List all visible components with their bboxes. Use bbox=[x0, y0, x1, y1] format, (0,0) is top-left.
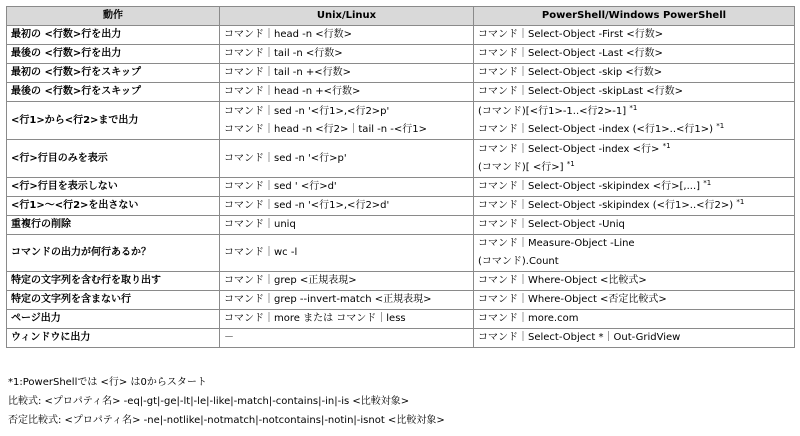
header-action: 動作 bbox=[7, 7, 220, 26]
note-line: 比較式: <プロパティ名> -eq|-gt|-ge|-lt|-le|-like|-match|-contains|-in|-is <比較対象> bbox=[8, 396, 410, 407]
command-text: コマンド｜Select-Object *｜Out-GridView bbox=[478, 332, 681, 343]
command-line bbox=[478, 121, 790, 139]
action-cell: 最初の <行数>行をスキップ bbox=[7, 64, 220, 83]
command-text: コマンド｜sed -n '<行1>,<行2>p' bbox=[224, 105, 390, 117]
unix-cell bbox=[220, 45, 474, 64]
command-text: コマンド｜Select-Object -Last <行数> bbox=[478, 48, 663, 59]
table-row bbox=[7, 178, 795, 197]
command-text: コマンド｜Select-Object -Uniq bbox=[478, 219, 625, 230]
command-text: コマンド｜Select-Object -skip <行数> bbox=[478, 67, 663, 78]
header-powershell: PowerShell/Windows PowerShell bbox=[474, 7, 795, 26]
command-line bbox=[224, 272, 469, 290]
table-row bbox=[7, 102, 795, 140]
command-line bbox=[478, 45, 790, 63]
command-text: コマンド｜uniq bbox=[224, 219, 296, 230]
powershell-cell bbox=[474, 329, 795, 348]
unix-cell bbox=[220, 178, 474, 197]
unix-cell bbox=[220, 291, 474, 310]
command-text: コマンド｜Measure-Object -Line bbox=[478, 238, 635, 249]
footnote-mark: *1 bbox=[629, 103, 638, 112]
command-line bbox=[478, 197, 790, 215]
command-line bbox=[478, 291, 790, 309]
command-text: コマンド｜grep <正規表現> bbox=[224, 275, 357, 286]
action-cell: コマンドの出力が何行あるか？ bbox=[7, 235, 220, 272]
table-row bbox=[7, 291, 795, 310]
action-cell: 重複行の削除 bbox=[7, 216, 220, 235]
command-text: － bbox=[224, 332, 234, 343]
unix-cell bbox=[220, 235, 474, 272]
powershell-cell bbox=[474, 178, 795, 197]
command-text: コマンド｜Select-Object -skipindex <行>[,...] bbox=[478, 181, 701, 192]
action-cell: 最後の <行数>行をスキップ bbox=[7, 83, 220, 102]
action-cell: 特定の文字列を含む行を取り出す bbox=[7, 272, 220, 291]
action-cell: 最後の <行数>行を出力 bbox=[7, 45, 220, 64]
command-line bbox=[478, 141, 790, 159]
command-text: コマンド｜Select-Object -First <行数> bbox=[478, 29, 664, 40]
command-text: コマンド｜Select-Object -index <行> bbox=[478, 143, 660, 155]
comparison-table bbox=[6, 6, 795, 348]
powershell-cell bbox=[474, 83, 795, 102]
command-line bbox=[224, 197, 469, 215]
powershell-cell bbox=[474, 64, 795, 83]
powershell-cell bbox=[474, 291, 795, 310]
command-text: (コマンド).Count bbox=[478, 256, 559, 267]
command-text: (コマンド)[<行1>-1..<行2>-1] bbox=[478, 105, 627, 117]
header-row bbox=[7, 7, 795, 26]
command-line bbox=[224, 244, 469, 262]
command-line bbox=[224, 178, 469, 196]
command-text: コマンド｜head -n <行2>｜tail -n -<行1> bbox=[224, 123, 428, 135]
table-row bbox=[7, 235, 795, 272]
command-line bbox=[478, 329, 790, 347]
unix-cell bbox=[220, 26, 474, 45]
action-cell: 特定の文字列を含まない行 bbox=[7, 291, 220, 310]
command-line bbox=[224, 150, 469, 168]
action-cell: <行1>から<行2>まで出力 bbox=[7, 102, 220, 140]
command-line bbox=[224, 26, 469, 44]
powershell-cell bbox=[474, 197, 795, 216]
command-line bbox=[478, 26, 790, 44]
powershell-cell bbox=[474, 102, 795, 140]
note-line: 否定比較式: <プロパティ名> -ne|-notlike|-notmatch|-notcontains|-notin|-isnot <比較対象> bbox=[8, 415, 445, 426]
powershell-cell bbox=[474, 140, 795, 178]
command-text: コマンド｜Where-Object <否定比較式> bbox=[478, 294, 667, 305]
table-row bbox=[7, 310, 795, 329]
command-line bbox=[224, 45, 469, 63]
unix-cell bbox=[220, 329, 474, 348]
powershell-cell bbox=[474, 45, 795, 64]
unix-cell bbox=[220, 197, 474, 216]
command-line bbox=[224, 83, 469, 101]
command-line bbox=[224, 64, 469, 82]
table-row bbox=[7, 26, 795, 45]
action-cell: <行>行目のみを表示 bbox=[7, 140, 220, 178]
command-line bbox=[478, 159, 790, 177]
unix-cell bbox=[220, 64, 474, 83]
command-text: コマンド｜sed -n '<行>p' bbox=[224, 152, 347, 164]
powershell-cell bbox=[474, 235, 795, 272]
powershell-cell bbox=[474, 26, 795, 45]
unix-cell bbox=[220, 310, 474, 329]
command-line bbox=[224, 103, 469, 121]
command-line bbox=[224, 310, 469, 328]
footnote-mark: *1 bbox=[566, 159, 575, 168]
command-text: コマンド｜more.com bbox=[478, 313, 579, 324]
command-text: コマンド｜tail -n +<行数> bbox=[224, 67, 352, 78]
command-line bbox=[478, 216, 790, 234]
command-line bbox=[478, 272, 790, 290]
unix-cell bbox=[220, 102, 474, 140]
command-line bbox=[478, 178, 790, 196]
command-text: コマンド｜head -n <行数> bbox=[224, 29, 353, 40]
command-text: コマンド｜Select-Object -skipindex (<行1>..<行2>) bbox=[478, 200, 734, 211]
powershell-cell bbox=[474, 216, 795, 235]
unix-cell bbox=[220, 272, 474, 291]
table-row bbox=[7, 197, 795, 216]
table-row bbox=[7, 216, 795, 235]
unix-cell bbox=[220, 140, 474, 178]
command-line bbox=[224, 329, 469, 347]
footnote-mark: *1 bbox=[703, 179, 712, 187]
command-text: コマンド｜sed -n '<行1>,<行2>d' bbox=[224, 200, 390, 211]
powershell-cell bbox=[474, 310, 795, 329]
powershell-cell bbox=[474, 272, 795, 291]
command-text: コマンド｜sed ' <行>d' bbox=[224, 181, 337, 192]
command-text: コマンド｜grep --invert-match <正規表現> bbox=[224, 294, 432, 305]
command-line bbox=[478, 253, 790, 271]
command-text: コマンド｜more または コマンド｜less bbox=[224, 313, 406, 324]
table-row bbox=[7, 45, 795, 64]
command-text: コマンド｜tail -n <行数> bbox=[224, 48, 343, 59]
command-line bbox=[478, 64, 790, 82]
notes bbox=[8, 373, 445, 430]
command-text: コマンド｜Where-Object <比較式> bbox=[478, 275, 647, 286]
command-line bbox=[478, 235, 790, 253]
footnote-mark: *1 bbox=[716, 121, 725, 130]
table-row bbox=[7, 83, 795, 102]
command-line bbox=[224, 291, 469, 309]
action-cell: ウィンドウに出力 bbox=[7, 329, 220, 348]
note-line: *1:PowerShellでは <行> は0からスタート bbox=[8, 377, 207, 388]
table-row bbox=[7, 140, 795, 178]
command-line bbox=[224, 216, 469, 234]
command-text: コマンド｜wc -l bbox=[224, 247, 298, 258]
header-unix: Unix/Linux bbox=[220, 7, 474, 26]
command-line bbox=[478, 83, 790, 101]
command-line bbox=[478, 103, 790, 121]
action-cell: 最初の <行数>行を出力 bbox=[7, 26, 220, 45]
command-text: コマンド｜Select-Object -index (<行1>..<行1>) bbox=[478, 123, 714, 135]
table-row bbox=[7, 272, 795, 291]
table-row bbox=[7, 329, 795, 348]
footnote-mark: *1 bbox=[662, 141, 671, 150]
action-cell: ページ出力 bbox=[7, 310, 220, 329]
command-line bbox=[478, 310, 790, 328]
action-cell: <行>行目を表示しない bbox=[7, 178, 220, 197]
footnote-mark: *1 bbox=[736, 198, 745, 206]
command-line bbox=[224, 121, 469, 139]
command-text: コマンド｜head -n +<行数> bbox=[224, 86, 361, 97]
command-text: (コマンド)[ <行>] bbox=[478, 161, 564, 173]
unix-cell bbox=[220, 216, 474, 235]
table-row bbox=[7, 64, 795, 83]
action-cell: <行1>～<行2>を出さない bbox=[7, 197, 220, 216]
command-text: コマンド｜Select-Object -skipLast <行数> bbox=[478, 86, 683, 97]
unix-cell bbox=[220, 83, 474, 102]
